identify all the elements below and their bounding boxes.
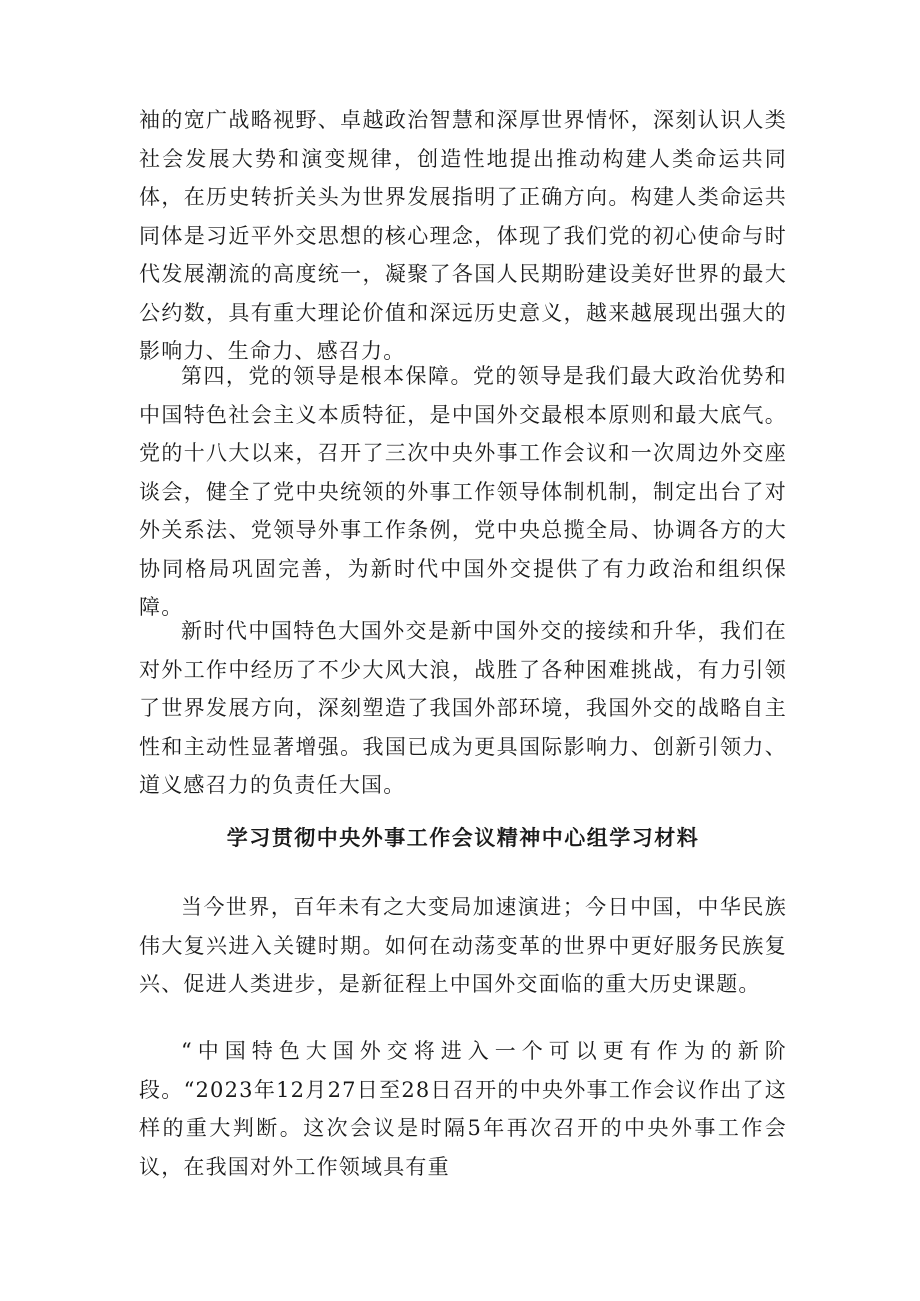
paragraph-continuation: 袖的宽广战略视野、卓越政治智慧和深厚世界情怀，深刻认识人类社会发展大势和演变规律，创造性地提出推动构建人类命运共同体，在历史转折关头为世界发展指明了正确方向。构建人类命运共同体是习近平外交思想的核心理念，体现了我们党的初心使命与时代发展潮流的高度统一，凝聚了各国人民期盼建设美好世界的最大公约数，具有重大理论价值和深远历史意义，越来越展现出强大的影响力、生命力、感召力。 xyxy=(139,108,787,363)
paragraph-summary: 新时代中国特色大国外交是新中国外交的接续和升华，我们在对外工作中经历了不少大风大浪，战胜了各种困难挑战，有力引领了世界发展方向，深刻塑造了我国外部环境，我国外交的战略自主性和主动性显著增强。我国已成为更具国际影响力、创新引领力、道义感召力的负责任大国。 xyxy=(139,619,787,797)
section-title: 学习贯彻中央外事工作会议精神中心组学习材料 xyxy=(226,825,700,850)
paragraph-intro: 当今世界，百年未有之大变局加速演进；今日中国，中华民族伟大复兴进入关键时期。如何在动荡变革的世界中更好服务民族复兴、促进人类进步，是新征程上中国外交面临的重大历史课题。 xyxy=(139,895,787,996)
paragraph-fourth-point: 第四，党的领导是根本保障。党的领导是我们最大政治优势和中国特色社会主义本质特征，是中国外交最根本原则和最大底气。党的十八大以来，召开了三次中央外事工作会议和一次周边外交座谈会，健全了党中央统领的外事工作领导体制机制，制定出台了对外关系法、党领导外事工作条例，党中央总揽全局、协调各方的大协同格局巩固完善，为新时代中国外交提供了有力政治和组织保障。 xyxy=(139,364,787,619)
paragraph-conference: “中国特色大国外交将进入一个可以更有作为的新阶段。“2023年12月27日至28日召开的中央外事工作会议作出了这样的重大判断。这次会议是时隔5年再次召开的中央外事工作会议，在我国对外工作领域具有重 xyxy=(139,1039,787,1179)
